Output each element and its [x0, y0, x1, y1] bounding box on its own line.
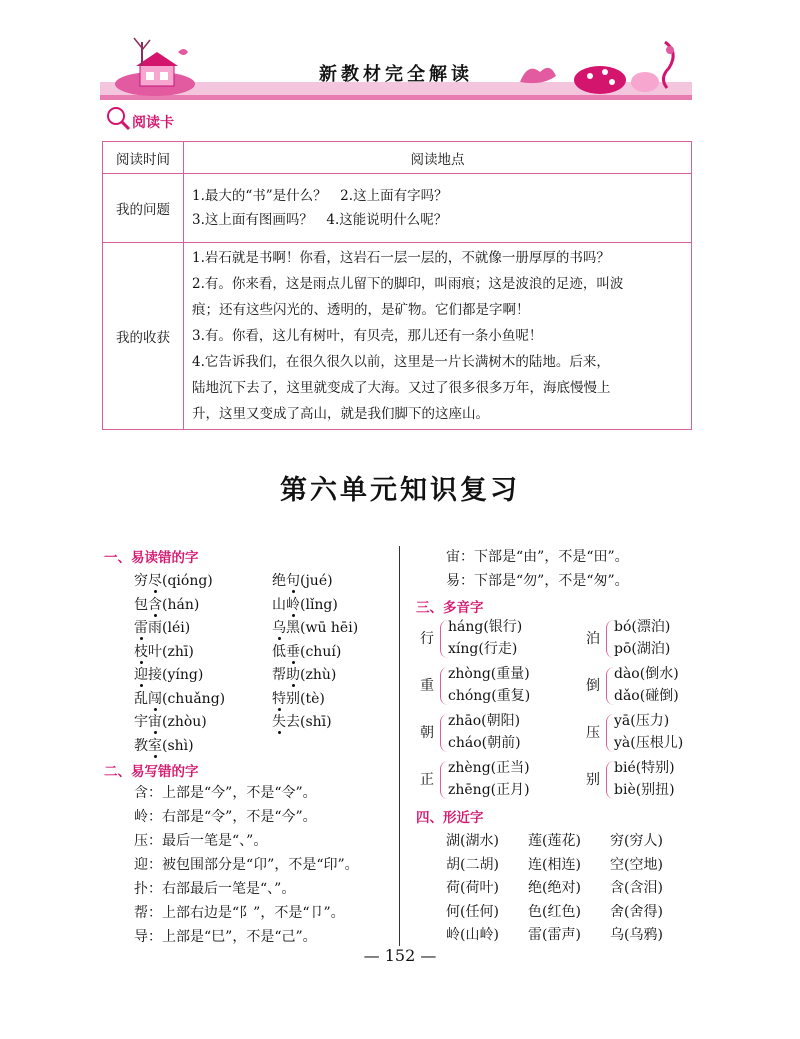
section2-heading: 二、易写错的字: [104, 764, 199, 780]
my-question-content: [184, 174, 692, 243]
question-line: 3.这上面有图画吗？ 4.这能说明什么呢？: [192, 212, 448, 228]
gain-line: 升，这里又变成了高山，就是我们脚下的这座山。: [192, 406, 489, 422]
polyphone-reading: bié(特别): [614, 760, 675, 776]
misread-pinyin: (qióng): [162, 573, 213, 589]
similar-char-cell: 连(相连): [528, 856, 581, 873]
polyphone-reading: zhēng(正月): [448, 782, 530, 798]
misread-dotted-char: 助: [286, 664, 300, 684]
gain-line: 2.有。你来看，这是雨点儿留下的脚印，叫雨痕；这是波浪的足迹，叫波: [192, 276, 624, 292]
my-question-row: [103, 174, 692, 243]
misread-dotted-char: 句: [286, 570, 300, 590]
misread-item: [272, 664, 358, 688]
misread-dotted-char: 室: [148, 735, 162, 755]
similar-char-cell: 荷(荷叶): [446, 880, 499, 896]
similar-char-cell: 乌(乌鸦): [610, 927, 663, 943]
misread-item: [272, 594, 358, 618]
polyphone-groups: [416, 616, 696, 806]
reading-card-table: [102, 141, 692, 430]
miswrite-line: 宙：下部是“由”，不是“田”。: [446, 549, 629, 565]
miswrite-line: 扑：右部最后一笔是“、”。: [134, 881, 296, 897]
misread-pinyin: (lǐng): [300, 596, 338, 613]
misread-dotted-char: 乌: [272, 617, 286, 637]
misread-dotted-char: 含: [148, 594, 162, 614]
similar-char-cell: 何(任何): [446, 903, 499, 920]
misread-prefix: 宇: [134, 714, 148, 730]
polyphone-reading: yà(压根儿): [614, 735, 684, 751]
miswrite-list: [134, 782, 359, 950]
reading-time-label: 阅读时间: [103, 142, 184, 174]
misread-pinyin: (chuǎng): [162, 690, 226, 707]
polyphone-char: 朝: [420, 725, 434, 741]
misread-dotted-char: 雷: [134, 617, 148, 637]
misread-item: [272, 641, 358, 665]
polyphone-reading: xíng(行走): [448, 641, 518, 657]
gain-line: 1.岩石就是书啊！你看，这岩石一层一层的，不就像一册厚厚的书吗？: [192, 250, 610, 266]
misread-prefix: 帮: [272, 667, 286, 683]
miswrite-line: 易：下部是“勿”，不是“匆”。: [446, 573, 629, 589]
misread-pinyin: 接(yíng): [148, 667, 204, 683]
miswrite-line: 岭：右部是“令”，不是“今”。: [134, 809, 317, 825]
misread-item: [134, 688, 225, 712]
gain-line: 痕；还有这些闪光的、透明的，是矿物。它们都是字啊！: [192, 302, 530, 318]
column-divider: [399, 546, 400, 946]
misread-prefix: 教: [134, 737, 148, 754]
miswrite-line: 含：上部是“今”，不是“令”。: [134, 785, 317, 801]
miswrite-line: 迎：被包围部分是“卬”，不是“印”。: [134, 857, 359, 873]
similar-char-cell: 胡(二胡): [446, 856, 499, 873]
polyphone-reading: zhèng(正当): [448, 760, 530, 776]
polyphone-reading: cháo(朝前): [448, 735, 521, 751]
misread-prefix: 乱: [134, 690, 148, 707]
misread-item: [134, 735, 225, 759]
misread-pinyin: (shì): [162, 737, 194, 754]
misread-prefix: 山: [272, 596, 286, 613]
gain-line: 3.有。你看，这儿有树叶，有贝壳，那儿还有一条小鱼呢！: [192, 328, 543, 344]
misread-list-right: [272, 570, 358, 735]
similar-char-cell: 岭(山岭): [446, 927, 499, 943]
misread-item: [134, 570, 225, 594]
misread-dotted-char: 闯: [148, 688, 162, 708]
polyphone-char: 正: [420, 772, 434, 788]
page-number: — 152 —: [363, 946, 437, 965]
misread-dotted-char: 枝: [134, 641, 148, 661]
misread-pinyin: 叶(zhī): [148, 643, 194, 660]
polyphone-char: 重: [420, 678, 434, 694]
misread-dotted-char: 迎: [134, 664, 148, 684]
misread-item: [272, 617, 358, 641]
miswrite-line: 帮：上部右边是“阝”，不是“卩”。: [134, 905, 345, 921]
reading-card-label: 阅读卡: [132, 115, 174, 131]
my-gain-label: 我的收获: [103, 243, 184, 430]
misread-pinyin: 雨(léi): [148, 620, 191, 636]
misread-dotted-char: 宙: [148, 711, 162, 731]
polyphone-char: 倒: [586, 678, 600, 694]
section3-heading: 三、多音字: [416, 600, 484, 616]
polyphone-char: 行: [420, 631, 434, 647]
similar-char-cell: 莲(莲花): [528, 833, 581, 849]
reading-place-label: 阅读地点: [184, 142, 692, 174]
polyphone-reading: bó(漂泊): [614, 619, 671, 635]
miswrite-continued: [446, 546, 629, 594]
gain-line: 4.它告诉我们，在很久很久以前，这里是一片长满树木的陆地。后来，: [192, 354, 610, 370]
miswrite-line: 压：最后一笔是“、”。: [134, 833, 268, 849]
similar-char-cell: 绝(绝对): [528, 880, 581, 896]
misread-pinyin: (jué): [300, 573, 333, 589]
misread-dotted-char: 特: [272, 688, 286, 708]
question-line: 1.最大的“书”是什么？ 2.这上面有字吗？: [192, 188, 448, 204]
similar-char-cell: 含(含泪): [610, 880, 663, 896]
polyphone-reading: biè(别扭): [614, 782, 675, 798]
misread-dotted-char: 垂: [286, 641, 300, 661]
misread-item: [134, 617, 225, 641]
unit-title: 第六单元知识复习: [280, 475, 520, 506]
section4-heading: 四、形近字: [416, 810, 484, 826]
misread-item: [272, 570, 358, 594]
misread-prefix: 绝: [272, 573, 286, 589]
misread-pinyin: 去(shī): [286, 714, 332, 730]
similar-char-cell: 湖(湖水): [446, 833, 499, 849]
polyphone-reading: dào(倒水): [614, 666, 679, 682]
reading-time-row: [103, 142, 692, 174]
similar-char-cell: 空(空地): [610, 856, 663, 873]
misread-pinyin: 别(tè): [286, 690, 325, 707]
misread-dotted-char: 尽: [148, 570, 162, 590]
misread-dotted-char: 岭: [286, 594, 300, 614]
polyphone-reading: zhòng(重量): [448, 666, 530, 682]
misread-pinyin: (chuí): [300, 643, 342, 660]
similar-char-cell: 舍(舍得): [610, 903, 663, 920]
polyphone-reading: dǎo(碰倒): [614, 688, 679, 704]
polyphone-char: 泊: [586, 631, 600, 647]
polyphone-reading: háng(银行): [448, 619, 523, 635]
misread-prefix: 低: [272, 643, 286, 660]
miswrite-line: 导：上部是“巳”，不是“己”。: [134, 929, 317, 945]
section1-heading: 一、易读错的字: [104, 550, 199, 566]
misread-item: [134, 664, 225, 688]
misread-item: [134, 594, 225, 618]
polyphone-reading: pō(湖泊): [614, 641, 671, 657]
polyphone-reading: zhāo(朝阳): [448, 713, 521, 729]
polyphone-reading: yā(压力): [614, 713, 670, 729]
gain-line: 陆地沉下去了，这里就变成了大海。又过了很多很多万年，海底慢慢上: [192, 380, 611, 396]
misread-item: [134, 711, 225, 735]
misread-item: [272, 688, 358, 712]
misread-prefix: 穷: [134, 573, 148, 589]
my-question-label: 我的问题: [103, 174, 184, 243]
misread-pinyin: (zhù): [300, 667, 337, 683]
similar-char-cell: 雷(雷声): [528, 927, 581, 943]
misread-pinyin: 黑(wū hēi): [286, 620, 359, 636]
similar-char-cell: 穷(穷人): [610, 833, 663, 849]
misread-pinyin: (zhòu): [162, 714, 207, 730]
polyphone-char: 别: [586, 772, 600, 788]
misread-item: [272, 711, 358, 735]
misread-dotted-char: 失: [272, 711, 286, 731]
my-gain-content: [184, 243, 692, 430]
banner-title: 新教材完全解读: [319, 64, 473, 85]
magnifier-icon: [104, 104, 132, 132]
my-gain-row: [103, 243, 692, 430]
similar-char-cell: 色(红色): [528, 903, 581, 920]
misread-pinyin: (hán): [162, 596, 200, 613]
misread-prefix: 包: [134, 596, 148, 613]
polyphone-reading: chóng(重复): [448, 688, 531, 704]
misread-item: [134, 641, 225, 665]
polyphone-char: 压: [586, 725, 600, 741]
misread-list-left: [134, 570, 225, 758]
